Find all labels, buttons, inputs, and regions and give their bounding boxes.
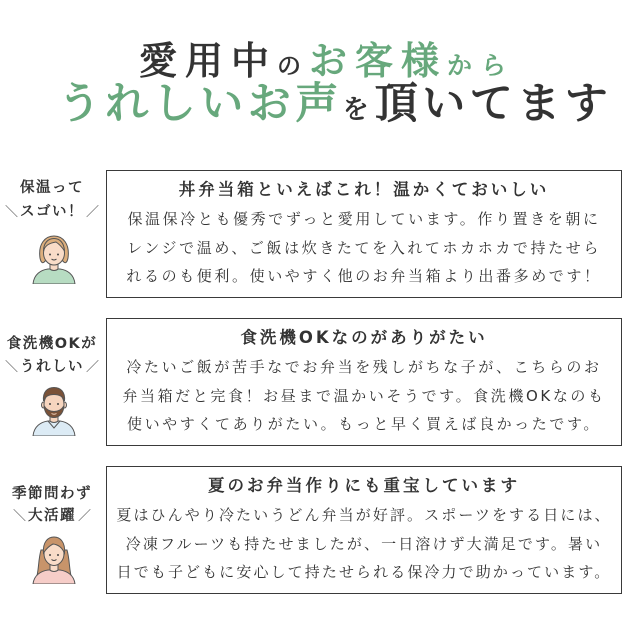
testimonial-body-line: れるのも便利。使いやすく他のお弁当箱より出番多めです！ [126, 267, 602, 285]
testimonial-label-line-1: 季節問わず [12, 486, 92, 502]
testimonial-label-text: スゴい！ [20, 204, 84, 220]
heading-text-green: お客様 [308, 39, 447, 83]
testimonial-body-line: 弁当箱だと完食！お昼まで温かいそうです。食洗機OKなのも [122, 387, 606, 405]
heading-text-dark: 愛用中 [138, 39, 277, 83]
testimonial-box [106, 170, 622, 298]
testimonial-title: 夏のお弁当作りにも重宝しています [208, 476, 520, 495]
testimonial-label-line-2 [0, 201, 104, 223]
slash-decoration-left: ＼ [4, 205, 18, 220]
testimonial-title: 食洗機OKなのがありがたい [240, 328, 488, 347]
testimonial-row [0, 465, 640, 595]
testimonial-body-line: 夏はひんやり冷たいうどん弁当が好評。スポーツをする日には、 [116, 506, 612, 524]
testimonial-title: 丼弁当箱といえばこれ！温かくておいしい [178, 180, 550, 199]
testimonial-body-line: 日でも子どもに安心して持たせられる保冷力で助かっています。 [116, 563, 612, 581]
testimonial-label-line-2 [0, 356, 104, 378]
slash-decoration-right: ／ [86, 360, 100, 375]
testimonial-box [106, 318, 622, 446]
testimonial-label-text: 大活躍 [28, 508, 76, 524]
heading-particle-green: から [447, 51, 516, 80]
testimonial-body-line: 冷凍フルーツも持たせましたが、一日溶けず大満足です。暑い [125, 535, 603, 553]
bearded-man-avatar-icon [26, 380, 82, 436]
heading-particle: を [342, 95, 375, 125]
testimonial-label-text: うれしい [20, 359, 84, 375]
testimonial-row [0, 317, 640, 447]
testimonial-body-line: レンジで温め、ご飯は炊きたてを入れてホカホカで持たせら [127, 239, 601, 257]
heading-line-2 [0, 76, 640, 132]
testimonial-label-line-1: 保温って [20, 180, 84, 196]
woman-short-hair-avatar-icon [26, 228, 82, 284]
slash-decoration-right: ／ [86, 205, 100, 220]
testimonial-box [106, 466, 622, 594]
testimonial-label-line-2 [0, 505, 104, 527]
woman-long-hair-avatar-icon [26, 528, 82, 584]
heading-text-dark: 頂いてます [374, 79, 613, 129]
testimonial-body-line: 冷たいご飯が苦手なでお弁当を残しがちな子が、こちらのお [126, 358, 602, 376]
testimonial-label-line-1: 食洗機OKが [6, 336, 98, 352]
testimonial-body-line: 保温保冷とも優秀でずっと愛用しています。作り置きを朝に [127, 210, 601, 228]
slash-decoration-left: ＼ [12, 509, 26, 524]
heading-particle: の [276, 52, 309, 80]
testimonial-body-line: 使いやすくてありがたい。もっと早く買えば良かったです。 [126, 415, 601, 433]
heading-text-green: うれしいお声 [57, 79, 343, 129]
slash-decoration-left: ＼ [4, 360, 18, 375]
testimonial-row [0, 169, 640, 299]
slash-decoration-right: ／ [78, 509, 92, 524]
